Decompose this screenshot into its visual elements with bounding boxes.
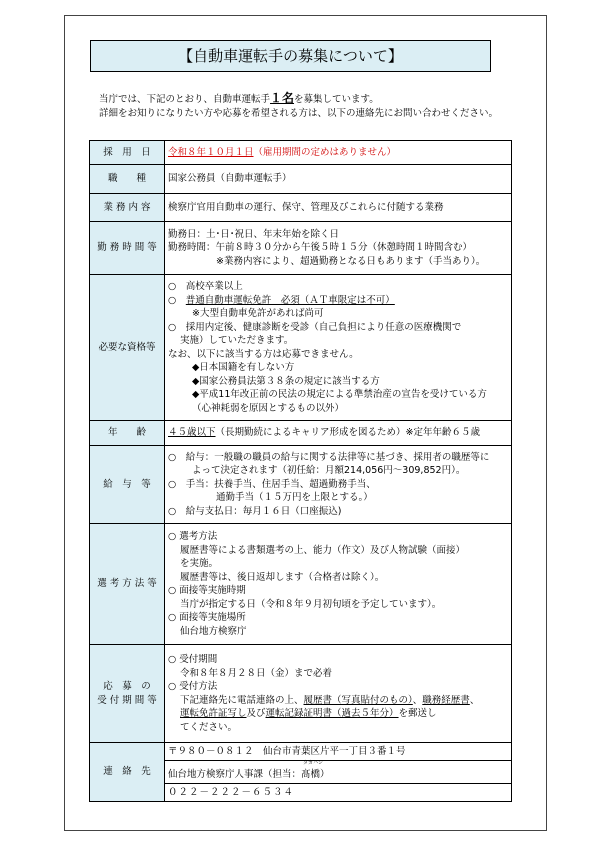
row-hours [90, 222, 512, 275]
license-copy-doc: 運転免許証写し [180, 708, 247, 719]
qual-line: ○ 高校卒業以上 [168, 281, 243, 292]
recruit-count: １名 [270, 91, 295, 105]
selection-line: 履歴書等による書類選考の上、能力（作文）及び人物試験（面接） [180, 544, 466, 556]
text: 仙台地方検察庁人事課（担当： [168, 769, 302, 781]
text: 下記連絡先に電話連絡の上、 [180, 694, 304, 706]
hours-line: ※業務内容により、超過勤務となる日もあります（手当あり）。 [216, 255, 486, 267]
value-hours [165, 222, 512, 275]
resume-doc: 履歴書（写真貼付のもの） [303, 694, 413, 706]
contact-phone: ０２２－２２２－６５３４ [165, 784, 512, 802]
row-salary [90, 446, 512, 524]
label-application-1: 応 募 の [103, 681, 151, 692]
label-contact: 連 絡 先 [90, 743, 165, 802]
selection-line: ○ 面接等実施場所 [168, 612, 246, 623]
qual-line: ◆日本国籍を有しない方 [192, 362, 295, 373]
bullet: ○ [168, 294, 186, 306]
selection-line: を実施。 [180, 558, 219, 569]
salary-line: ○ 給与：一般職の職員の給与に関する法律等に基づき、採用者の職歴等に [168, 451, 490, 463]
row-qualifications [90, 275, 512, 421]
intro-line-2: 詳細をお知りになりたい方や応募を希望される方は、以下の連絡先にお問い合わせください。 [99, 108, 499, 119]
label-selection: 選 考 方 法 等 [90, 524, 165, 645]
value-selection [165, 524, 512, 645]
row-job [90, 165, 512, 194]
salary-line: ○ 給与支払日：毎月１６日（口座振込) [168, 505, 342, 517]
age-limit: ４５歳以下 [168, 427, 216, 439]
value-application [165, 645, 512, 743]
contact-dept [165, 761, 512, 784]
label-age: 年 齢 [90, 421, 165, 446]
value-qualifications [165, 275, 512, 421]
qual-line: 実施）していただきます。 [180, 335, 294, 346]
salary-line: 通勤手当（１５万円を上限とする。） [216, 492, 373, 504]
license-requirement: 普通自動車運転免許 必須（ＡＴ車限定は不可） [185, 294, 395, 306]
hire-date-note: （雇用期間の定めはありません） [253, 146, 397, 158]
row-age [90, 421, 512, 446]
contact-address: 〒９８０－０８１２ 仙台市青葉区片平一丁目３番１号 [165, 743, 512, 761]
intro-line-1 [99, 92, 379, 106]
application-line: 令和８年８月２８日（金）まで必着 [180, 667, 333, 679]
row-selection [90, 524, 512, 645]
text: 及び [246, 708, 266, 719]
hire-date: 令和８年１０月１日 [168, 146, 254, 158]
application-line [168, 694, 508, 708]
selection-line: ○ 選考方法 [168, 531, 218, 542]
application-line: てください。 [180, 721, 238, 733]
label-application [90, 645, 165, 743]
row-duties [90, 194, 512, 222]
text: 、 [412, 694, 423, 706]
selection-line: 当庁が指定する日（令和８年９月初旬頃を予定しています）。 [180, 598, 442, 610]
career-doc: 職務経歴書 [422, 694, 470, 706]
row-contact-address [90, 743, 512, 761]
qual-line [168, 294, 508, 308]
application-line: ○ 受付期間 [168, 654, 218, 665]
text: を郵送し [398, 708, 437, 719]
selection-line: 仙台地方検察庁 [180, 625, 247, 637]
qual-line: ◆国家公務員法第３８条の規定に該当する方 [192, 375, 380, 387]
row-application [90, 645, 512, 743]
selection-line: ○ 面接等実施時期 [168, 585, 246, 596]
intro-text: 当庁では、下記のとおり、自動車運転手 [99, 94, 271, 105]
application-line: ○ 受付方法 [168, 681, 218, 692]
text: 、 [469, 694, 480, 706]
label-hours: 勤 務 時 間 等 [90, 222, 165, 275]
value-age [165, 421, 512, 446]
value-job: 国家公務員（自動車運転手） [165, 165, 512, 194]
contact-person-reading: タカハシ [303, 760, 324, 767]
label-job: 職 種 [90, 165, 165, 194]
driving-record-doc: 運転記録証明書（過去５年分） [265, 708, 399, 719]
row-hire-date [90, 141, 512, 165]
qual-line: ○ 採用内定後、健康診断を受診（自己負担により任意の医療機関で [168, 321, 462, 333]
qual-line: ◆平成11年改正前の民法の規定による準禁治産の宣告を受けている方 [192, 389, 487, 400]
hours-line: 勤務時間：午前８時３０分から午後５時１５分（休憩時間１時間含む） [168, 242, 473, 254]
salary-line: ○ 手当：扶養手当、住居手当、超過勤務手当、 [168, 478, 376, 490]
label-hire-date: 採 用 日 [90, 141, 165, 165]
selection-line: 履歴書等は、後日返却します（合格者は除く）。 [180, 571, 385, 583]
intro-text: を募集しています。 [294, 94, 379, 105]
label-application-2: 受 付 期 間 等 [97, 694, 157, 706]
qual-line: （心神耗弱を原因とするもの以外） [192, 402, 345, 414]
age-note: （長期勤続によるキャリア形成を図るため）※定年年齢６５歳 [215, 427, 480, 439]
qual-line: なお、以下に該当する方は応募できません。 [168, 348, 359, 360]
label-qualifications: 必要な資格等 [90, 275, 165, 421]
application-line [168, 707, 508, 721]
job-info-table [89, 140, 512, 802]
qual-line: ※大型自動車免許があれば尚可 [192, 308, 324, 319]
label-duties: 業 務 内 容 [90, 194, 165, 222]
salary-line: よって決定されます（初任給：月額214,056円～309,852円）。 [192, 465, 466, 477]
contact-person [301, 760, 324, 782]
value-duties: 検察庁官用自動車の運行、保守、管理及びこれらに付随する業務 [165, 194, 512, 222]
label-salary: 給 与 等 [90, 446, 165, 524]
hours-line: 勤務日：土･日･祝日、年末年始を除く日 [168, 228, 340, 240]
text: ） [320, 769, 330, 781]
contact-person-name: 髙橋 [301, 769, 321, 781]
value-salary [165, 446, 512, 524]
value-hire-date [165, 141, 512, 165]
page-title: 【自動車運転手の募集について】 [90, 40, 491, 72]
